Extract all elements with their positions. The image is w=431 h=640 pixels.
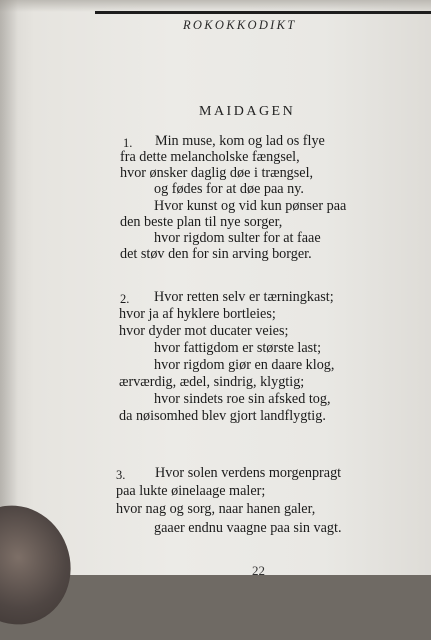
verse-line: ærværdig, ædel, sindrig, klygtig; — [119, 374, 305, 390]
page-number: 22 — [252, 563, 265, 578]
verse-line: og fødes for at døe paa ny. — [154, 181, 304, 197]
stanza-number: 1. — [123, 136, 133, 150]
verse-line: gaaer endnu vaagne paa sin vagt. — [154, 520, 342, 536]
verse-line: Hvor solen verdens morgenpragt — [155, 465, 342, 481]
stanza-number: 2. — [120, 292, 130, 306]
verse-line: hvor nag og sorg, naar hanen galer, — [116, 501, 316, 517]
verse-line: hvor ja af hyklere bortleies; — [119, 306, 276, 322]
verse-line: Hvor retten selv er tærningkast; — [154, 289, 334, 305]
verse-line: hvor rigdom sulter for at faae — [154, 230, 321, 246]
verse-line: hvor rigdom giør en daare klog, — [154, 357, 335, 373]
verse-line: hvor ønsker daglig døe i trængsel, — [120, 165, 314, 181]
verse-line: hvor dyder mot ducater veies; — [119, 323, 289, 339]
verse-line: den beste plan til nye sorger, — [120, 214, 283, 230]
verse-line: Min muse, kom og lad os flye — [155, 133, 325, 149]
running-head: ROKOKKODIKT — [183, 18, 297, 32]
verse-line: det støv den for sin arving borger. — [120, 246, 312, 262]
verse-line: hvor fattigdom er største last; — [154, 340, 322, 356]
stanza-number: 3. — [116, 468, 126, 482]
verse-line: da nøisomhed blev gjort landflygtig. — [119, 408, 326, 424]
verse-line: paa lukte øinelaage maler; — [116, 483, 266, 499]
verse-line: Hvor kunst og vid kun pønser paa — [154, 198, 347, 214]
verse-line: hvor sindets roe sin afsked tog, — [154, 391, 331, 407]
verse-line: fra dette melancholske fængsel, — [120, 149, 300, 165]
poem-title: MAIDAGEN — [199, 104, 296, 119]
